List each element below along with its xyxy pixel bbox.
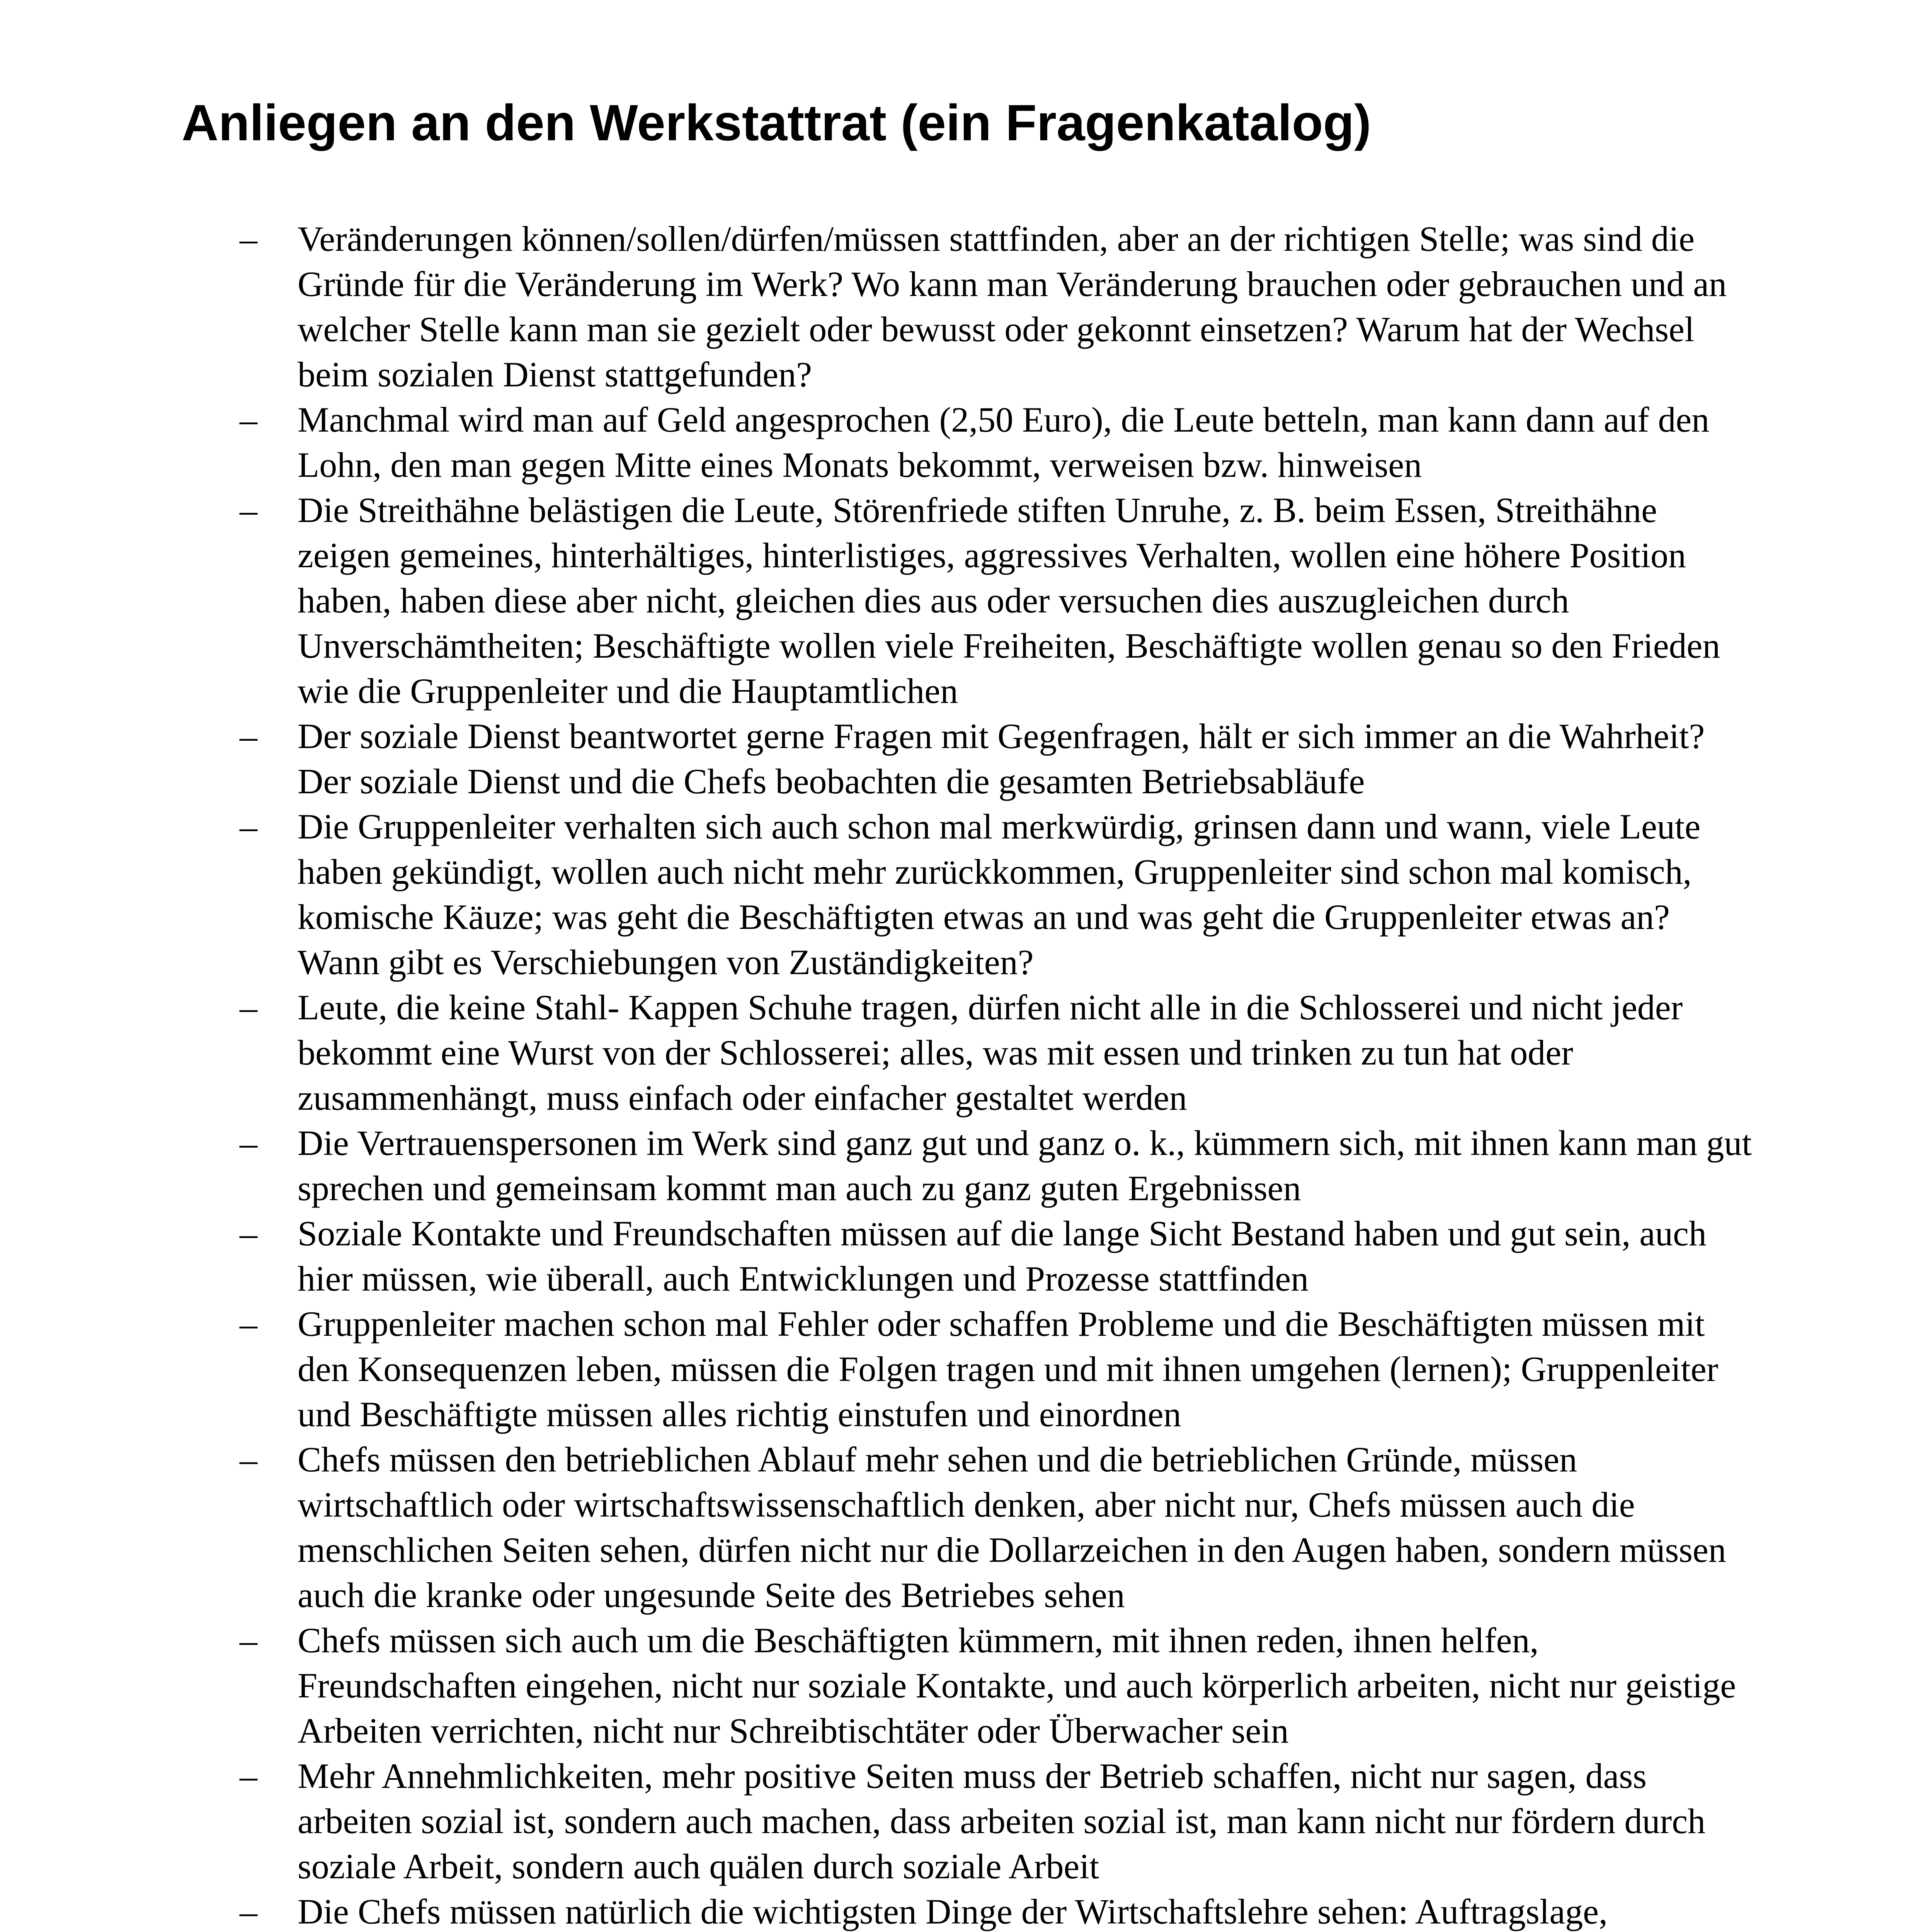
dash-bullet-icon: – xyxy=(240,400,257,439)
list-item-text: Gruppenleiter machen schon mal Fehler oder schaffen Probleme und die Beschäftigten müssen mit den Konsequenzen leben, müssen die Folgen tragen und mit ihnen umgehen (lernen); Gruppenleiter und Beschäftigte müssen alles richtig einstufen und einordnen xyxy=(298,1304,1719,1434)
list-item xyxy=(240,1121,1758,1211)
dash-bullet-icon: – xyxy=(240,1621,257,1660)
list-item-text: Soziale Kontakte und Freundschaften müssen auf die lange Sicht Bestand haben und gut sein, auch hier müssen, wie überall, auch Entwicklungen und Prozesse stattfinden xyxy=(298,1214,1707,1298)
list-item xyxy=(240,1753,1758,1889)
dash-bullet-icon: – xyxy=(240,1892,257,1931)
list-item xyxy=(240,1211,1758,1301)
dash-bullet-icon: – xyxy=(240,490,257,530)
list-item-text: Veränderungen können/sollen/dürfen/müssen stattfinden, aber an der richtigen Stelle; was sind die Gründe für die Veränderung im Werk? Wo kann man Veränderung brauchen oder gebrauchen und an welcher Stelle kann man sie gezielt oder bewusst oder gekonnt einsetzen? Warum hat der Wechsel beim sozialen Dienst stattgefunden? xyxy=(298,219,1727,394)
dash-bullet-icon: – xyxy=(240,1123,257,1163)
list-item xyxy=(240,985,1758,1121)
list-item xyxy=(240,1437,1758,1618)
list-item-text: Die Gruppenleiter verhalten sich auch schon mal merkwürdig, grinsen dann und wann, viele Leute haben gekündigt, wollen auch nicht mehr zurückkommen, Gruppenleiter sind schon mal komisch, komische Käuze; was geht die Beschäftigten etwas an und was geht die Gruppenleiter etwas an? Wann gibt es Verschiebungen von Zuständigkeiten? xyxy=(298,807,1701,982)
list-item-text: Die Streithähne belästigen die Leute, Störenfriede stiften Unruhe, z. B. beim Essen, Streithähne zeigen gemeines, hinterhältiges, hinterlistiges, aggressives Verhalten, wollen eine höhere Position haben, haben diese aber nicht, gleichen dies aus oder versuchen dies auszugleichen durch Unverschämtheiten; Beschäftigte wollen viele Freiheiten, Beschäftigte wollen genau so den Frieden wie die Gruppenleiter und die Hauptamtlichen xyxy=(298,490,1720,711)
dash-bullet-icon: – xyxy=(240,807,257,846)
list-item xyxy=(240,216,1758,397)
list-item-text: Manchmal wird man auf Geld angesprochen (2,50 Euro), die Leute betteln, man kann dann auf den Lohn, den man gegen Mitte eines Monats bekommt, verweisen bzw. hinweisen xyxy=(298,400,1710,485)
list-item-text: Der soziale Dienst beantwortet gerne Fragen mit Gegenfragen, hält er sich immer an die Wahrheit? Der soziale Dienst und die Chefs beobachten die gesamten Betriebsabläufe xyxy=(298,716,1705,801)
list-item xyxy=(240,397,1758,488)
list-item-text: Chefs müssen den betrieblichen Ablauf mehr sehen und die betrieblichen Gründe, müssen wirtschaftlich oder wirtschaftswissenschaftlich denken, aber nicht nur, Chefs müssen auch die menschlichen Seiten sehen, dürfen nicht nur die Dollarzeichen in den Augen haben, sondern müssen auch die kranke oder ungesunde Seite des Betriebes sehen xyxy=(298,1440,1726,1615)
list-item xyxy=(240,1618,1758,1753)
list-item xyxy=(240,804,1758,985)
dash-bullet-icon: – xyxy=(240,219,257,259)
list-item xyxy=(240,714,1758,804)
list-item xyxy=(240,1301,1758,1437)
dash-bullet-icon: – xyxy=(240,1304,257,1344)
list-item-text: Die Chefs müssen natürlich die wichtigsten Dinge der Wirtschaftslehre sehen: Auftragslage, xyxy=(298,1892,1608,1931)
list-item xyxy=(240,1889,1758,1932)
dash-bullet-icon: – xyxy=(240,1756,257,1796)
list-item-text: Mehr Annehmlichkeiten, mehr positive Seiten muss der Betrieb schaffen, nicht nur sagen, dass arbeiten sozial ist, sondern auch machen, dass arbeiten sozial ist, man kann nicht nur fördern durch soziale Arbeit, sondern auch quälen durch soziale Arbeit xyxy=(298,1756,1706,1886)
list-item-text: Chefs müssen sich auch um die Beschäftigten kümmern, mit ihnen reden, ihnen helfen, Freundschaften eingehen, nicht nur soziale Kontakte, und auch körperlich arbeiten, nicht nur geistige Arbeiten verrichten, nicht nur Schreibtischtäter oder Überwacher sein xyxy=(298,1621,1736,1750)
dash-bullet-icon: – xyxy=(240,988,257,1027)
list-item xyxy=(240,488,1758,714)
question-list xyxy=(240,216,1758,1932)
document-title: Anliegen an den Werkstattrat (ein Fragenkatalog) xyxy=(182,94,1371,151)
dash-bullet-icon: – xyxy=(240,1214,257,1253)
dash-bullet-icon: – xyxy=(240,716,257,756)
dash-bullet-icon: – xyxy=(240,1440,257,1479)
list-item-text: Leute, die keine Stahl- Kappen Schuhe tragen, dürfen nicht alle in die Schlosserei und nicht jeder bekommt eine Wurst von der Schlosserei; alles, was mit essen und trinken zu tun hat oder zusammenhängt, muss einfach oder einfacher gestaltet werden xyxy=(298,988,1683,1117)
list-item-text: Die Vertrauenspersonen im Werk sind ganz gut und ganz o. k., kümmern sich, mit ihnen kann man gut sprechen und gemeinsam kommt man auch zu ganz guten Ergebnissen xyxy=(298,1123,1752,1208)
